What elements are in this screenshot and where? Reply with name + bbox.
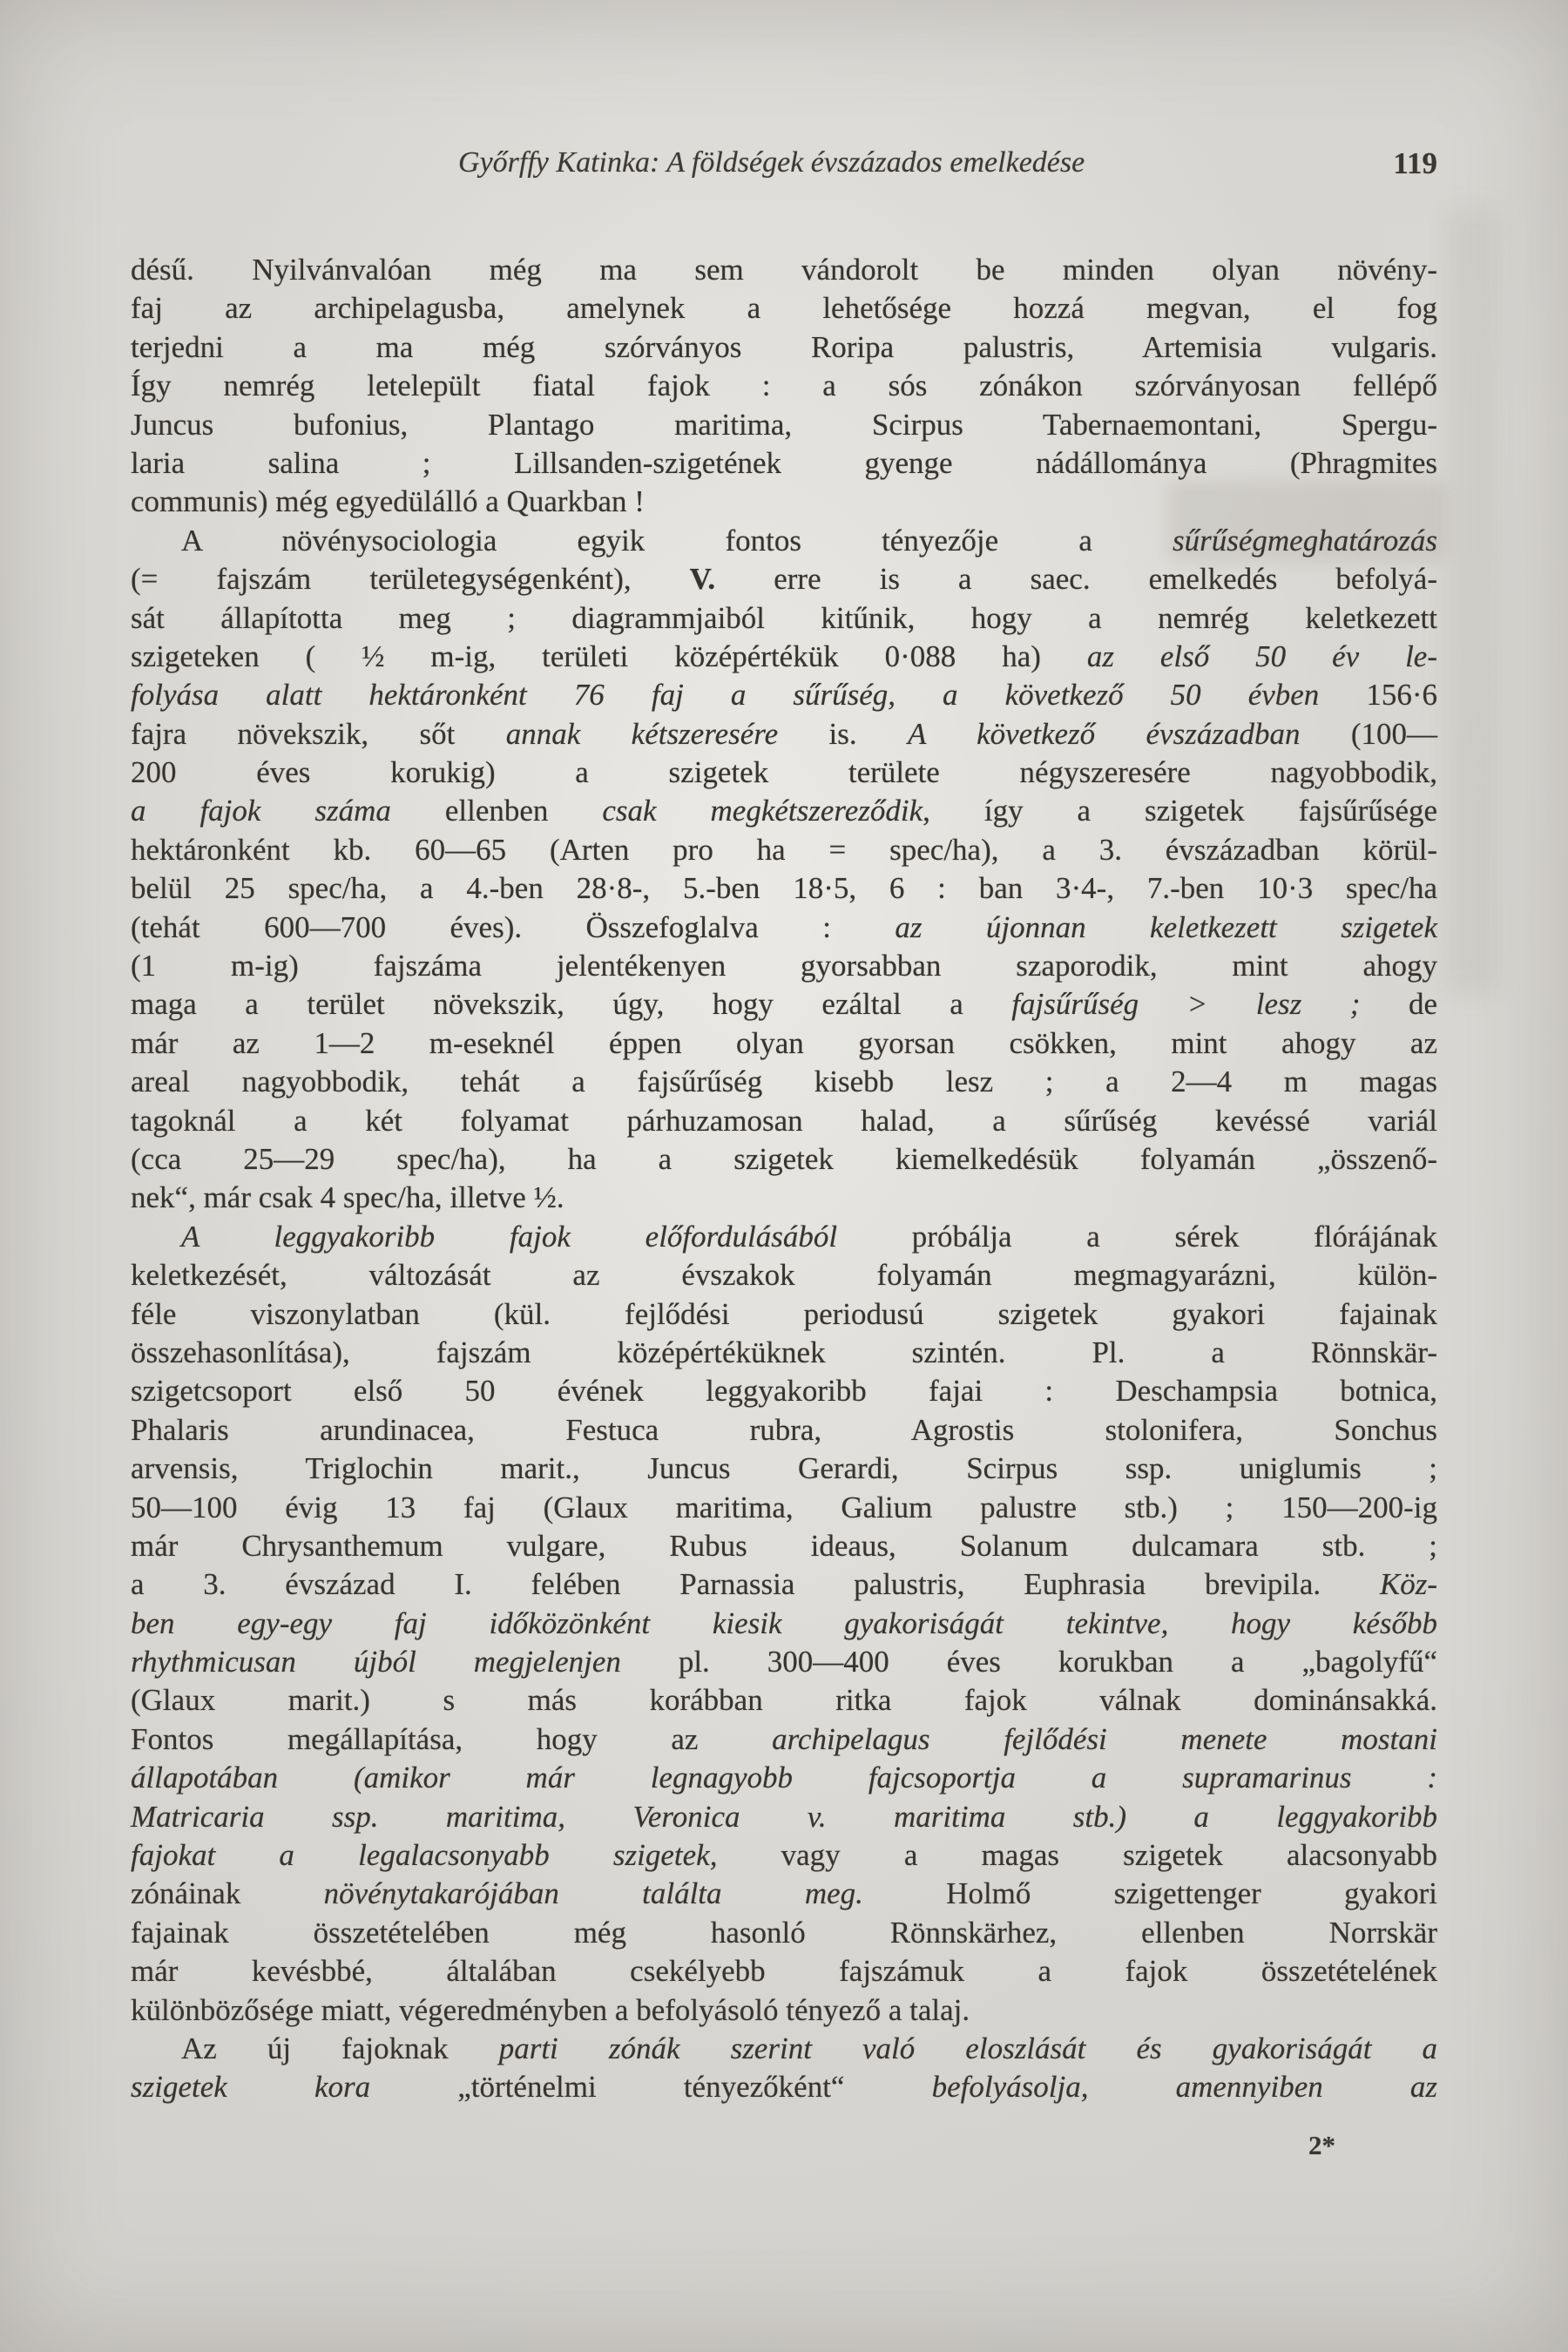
text-line [131,985,1437,1024]
text-run: állapotában (amikor már legnagyobb fajcsoportja a supramarinus : [131,1761,1437,1795]
text-run: Így nemrég letelepült fiatal fajok : a sós zónákon szórványosan fellépő [131,368,1437,403]
text-run: A leggyakoribb fajok előfordulásából [181,1219,838,1254]
text-line [131,444,1437,483]
text-run: (tehát 600—700 éves). Összefoglalva : [131,909,896,944]
text-line [131,754,1437,792]
text-line [131,947,1437,985]
text-run: nek“, már csak 4 spec/ha, illetve ½. [131,1180,564,1215]
text-line [131,1411,1437,1450]
text-line [131,831,1437,869]
text-line [131,1489,1437,1527]
text-run: fajra növekszik, sőt [131,716,506,751]
text-run: laria salina ; Lillsanden-szigetének gyenge nádállománya (Phragmites [131,445,1437,480]
text-run: de [1360,987,1437,1022]
text-run: , így a szigetek fajsűrűsége [923,794,1438,828]
text-run: annak kétszeresére [505,716,779,751]
text-line [131,1759,1437,1797]
text-run: maga a terület növekszik, úgy, hogy ezáltal a [131,987,1012,1022]
text-line [131,1836,1437,1875]
text-line [131,1140,1437,1179]
text-run: Juncus bufonius, Plantago maritima, Scirpus Tabernaemontani, Spergu- [131,407,1437,442]
text-run: (100— [1300,716,1437,751]
text-run: különbözősége miatt, végeredményben a befolyásoló tényező a talaj. [131,1992,970,2027]
text-line [131,289,1437,328]
text-run: tagoknál a két folyamat párhuzamosan halad, a sűrűség kevéssé variál [131,1103,1437,1138]
text-line [131,1256,1437,1294]
text-run: faj az archipelagusba, amelynek a lehetősége hozzá megvan, el fog [131,291,1437,326]
text-run: Phalaris arundinacea, Festuca rubra, Agrostis stolonifera, Sonchus [131,1412,1437,1447]
text-line [131,1372,1437,1410]
text-run: rhythmicusan újból megjelenjen [131,1645,621,1680]
text-line [131,638,1437,676]
text-line [131,1914,1437,1952]
text-run: 50—100 évig 13 faj (Glaux maritima, Galium palustre stb.) ; 150—200-ig [131,1490,1437,1524]
text-run: hektáronként kb. 60—65 (Arten pro ha = spec/ha), a 3. évszázadban körül- [131,832,1437,867]
text-run: Holmő szigettenger gyakori [862,1876,1437,1911]
text-line [131,1798,1437,1836]
running-title: Győrffy Katinka: A földségek évszázados emelkedése [458,146,1085,179]
text-run: „történelmi tényezőként“ [370,2070,932,2105]
text-run: szigeteken ( ½ m-ig, területi középértékük 0·088 ha) [131,639,1087,673]
text-run: Köz- [1379,1567,1437,1602]
text-run: próbálja a sérek flórájának [837,1219,1437,1254]
text-line [131,1875,1437,1913]
text-run: belül 25 spec/ha, a 4.-ben 28·8-, 5.-ben 18·5, 6 : ban 3·4-, 7.-ben 10·3 spec/ha [131,871,1437,906]
text-line [131,1952,1437,1990]
text-run: communis) még egyedülálló a Quarkban ! [131,484,645,519]
text-run: fajsűrűség > lesz ; [1011,987,1361,1022]
text-run: már Chrysanthemum vulgare, Rubus ideaus, Solanum dulcamara stb. ; [131,1528,1437,1563]
signature-mark: 2* [1308,2130,1335,2160]
text-run: fajainak összetételében még hasonló Rönnskärhez, ellenben Norrskär [131,1915,1437,1950]
text-line [131,328,1437,367]
text-line [131,909,1437,947]
text-run: ben egy-egy faj időközönként kiesik gyakoriságát tekintve, hogy később [131,1605,1437,1640]
text-run: V. [689,562,716,597]
text-line [131,1605,1437,1643]
text-line [131,792,1437,830]
text-line [131,599,1437,638]
text-line [131,1991,1437,2030]
text-line [131,367,1437,405]
text-run: désű. Nyilvánvalóan még ma sem vándorolt be minden olyan növény- [131,253,1437,287]
text-run: befolyásolja, amennyiben az [931,2070,1438,2105]
text-line [131,406,1437,444]
text-run: összehasonlítása), fajszám középértéküknek szintén. Pl. a Rönnskär- [131,1335,1437,1369]
text-run: sűrűségmeghatározás [1173,523,1437,558]
text-line [131,2030,1437,2068]
text-line [131,676,1437,714]
text-line [131,869,1437,908]
text-line [131,1681,1437,1720]
text-line [131,1643,1437,1681]
text-line [131,1334,1437,1372]
text-run: fajokat a legalacsonyabb szigetek, [131,1838,718,1873]
text-line [131,1720,1437,1759]
text-run: folyása alatt hektáronként 76 faj a sűrűség, a következő 50 évben [131,678,1367,713]
text-run: szigetcsoport első 50 évének leggyakoribb fajai : Deschampsia botnica, [131,1374,1437,1409]
text-run: Matricaria ssp. maritima, Veronica v. maritima stb.) a leggyakoribb [131,1799,1437,1834]
scan-edge-shadow [1446,209,1498,993]
text-line [131,1179,1437,1217]
text-run: areal nagyobbodik, tehát a fajsűrűség kisebb lesz ; a 2—4 m magas [131,1064,1437,1099]
text-line [131,1527,1437,1565]
text-run: (Glaux marit.) s más korábban ritka fajok válnak dominánsakká. [131,1683,1437,1718]
text-run: zónáinak [131,1876,324,1911]
text-run: 156·6 [1366,678,1437,713]
text-run: vagy a magas szigetek alacsonyabb [717,1838,1437,1873]
text-run: növénytakarójában találta meg. [323,1876,863,1911]
text-run: csak megkétszereződik [602,794,923,828]
text-run: Az új fajoknak [181,2031,499,2065]
text-run: parti zónák szerint való eloszlását és gyakoriságát a [498,2031,1438,2065]
text-run: A növénysociologia egyik fontos tényezője a [181,523,1173,558]
text-line [131,1565,1437,1604]
text-run: ellenben [390,794,603,828]
text-run: 200 éves korukig) a szigetek területe négyszeresére nagyobbodik, [131,755,1437,790]
text-line [131,1024,1437,1063]
text-run: A következő évszázadban [907,716,1301,751]
text-run: a fajok száma [131,794,391,828]
text-run: féle viszonylatban (kül. fejlődési periodusú szigetek gyakori fajainak [131,1296,1437,1331]
text-run: már kevésbbé, általában csekélyebb fajszámuk a fajok összetételének [131,1954,1437,1989]
text-line [131,1102,1437,1140]
text-run: keletkezését, változását az évszakok folyamán megmagyarázni, külön- [131,1258,1437,1293]
text-line [131,1295,1437,1334]
text-run: (= fajszám területegységenként), [131,562,690,597]
text-run: az első 50 év le- [1086,639,1437,673]
text-line [131,2068,1437,2106]
text-run: arvensis, Triglochin marit., Juncus Gerardi, Scirpus ssp. uniglumis ; [131,1451,1437,1486]
text-run: a 3. évszázad I. felében Parnassia palustris, Euphrasia brevipila. [131,1567,1380,1602]
text-run: (1 m-ig) fajszáma jelentékenyen gyorsabban szaporodik, mint ahogy [131,949,1437,983]
text-run: az újonnan keletkezett szigetek [895,909,1437,944]
text-run: Fontos megállapítása, hogy az [131,1721,773,1756]
text-run: (cca 25—29 spec/ha), ha a szigetek kiemelkedésük folyamán „összenő- [131,1141,1437,1176]
text-line [131,251,1437,289]
text-line [131,1450,1437,1488]
page-header [131,146,1437,190]
text-line [131,1218,1437,1256]
page-number: 119 [1393,146,1437,180]
text-run: már az 1—2 m-eseknél éppen olyan gyorsan csökken, mint ahogy az [131,1025,1437,1060]
text-run: szigetek kora [131,2070,371,2105]
text-run: sát állapította meg ; diagrammjaiból kitűnik, hogy a nemrég keletkezett [131,600,1437,635]
text-run: terjedni a ma még szórványos Roripa palustris, Artemisia vulgaris. [131,329,1437,364]
text-run: is. [778,716,908,751]
text-run: erre is a saec. emelkedés befolyá- [715,562,1437,597]
text-run: archipelagus fejlődési menete mostani [772,1721,1437,1756]
text-run: pl. 300—400 éves korukban a „bagolyfű“ [620,1645,1437,1680]
text-line [131,715,1437,754]
text-line [131,1063,1437,1101]
body-text [131,251,1437,2107]
text-line [131,483,1437,521]
text-line [131,522,1437,560]
text-line [131,560,1437,598]
